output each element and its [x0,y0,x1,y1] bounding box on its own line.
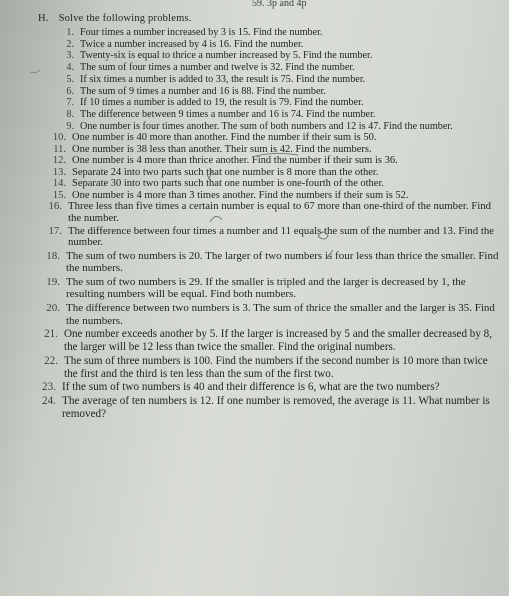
problem-text: The sum of two numbers is 29. If the smaller is tripled and the larger is decreased by 1, the resulting numbers will be equal. Find both numbers. [66,275,466,301]
problem-item [26,250,501,275]
problem-text: Separate 30 into two parts such that one number is one-fourth of the other. [72,178,385,190]
problem-number: 10. [52,132,66,144]
problem-item [32,144,501,156]
problem-item [40,109,501,121]
section-title: Solve the following problems. [58,13,192,24]
problem-item [22,395,501,421]
problem-number: 4. [66,62,74,74]
problem-number: 12. [52,155,66,167]
problem-text: One number is four times another. The sum of both numbers and 12 is 47. Find the number. [80,120,453,132]
problem-text: One number exceeds another by 5. If the larger is increased by 5 and the smaller decreased by 8, the larger will be 12 less than twice the smaller. Find the original numbers. [64,328,492,354]
problem-item [24,355,501,381]
section-number: H. [38,13,49,24]
problem-item [40,50,501,62]
section-heading [38,13,192,24]
problem-text: The average of ten numbers is 12. If one number is removed, the average is 11. What number is removed? [62,395,490,421]
problem-text: The sum of four times a number and twelve is 32. Find the number. [80,62,355,74]
problem-item [32,178,501,190]
problem-number: 2. [66,38,74,50]
problem-number: 3. [66,50,74,62]
problem-item [40,39,501,51]
problem-number: 19. [46,275,60,288]
problem-text: The difference between 9 times a number and 16 is 74. Find the number. [80,108,376,120]
problem-number: 9. [66,120,74,132]
problem-number: 11. [53,143,66,155]
problem-number: 5. [66,73,74,85]
problem-item [40,86,501,98]
problem-number: 21. [44,328,58,341]
problem-text: Four times a number increased by 3 is 15. Find the number. [80,27,323,38]
problem-item [26,276,501,301]
problem-list [40,27,501,421]
problem-number: 15. [52,189,66,201]
problem-number: 6. [66,85,74,97]
problem-item [40,62,501,74]
problem-text: The sum of two numbers is 20. The larger of two numbers is four less than thrice the smaller. Find the numbers. [66,249,499,275]
problem-number: 24. [42,395,56,408]
problem-number: 18. [46,249,60,262]
problem-number: 14. [52,178,66,190]
problem-item [28,201,501,224]
problem-text: The sum of 9 times a number and 16 is 88. Find the number. [80,85,326,97]
problem-text: The difference between four times a number and 11 equals the sum of the number and 13. Find the number. [68,224,495,249]
problem-item [28,226,501,249]
problem-item [22,381,501,394]
problem-number: 22. [44,354,58,367]
problem-text: The difference between two numbers is 3. The sum of thrice the smaller and the larger is 35. Find the numbers. [66,302,495,327]
problem-item [32,155,501,167]
problem-text: If 10 times a number is added to 19, the result is 79. Find the number. [80,97,364,109]
problem-number: 23. [42,381,56,394]
problem-text: One number is 40 more than another. Find the number if their sum is 50. [72,132,377,144]
problem-number: 1. [66,27,74,38]
problem-item [40,121,501,133]
problem-item [32,132,501,144]
problem-number: 8. [66,108,74,120]
pencil-mark-margin [30,70,40,73]
problem-text: Three less than five times a certain number is equal to 67 more than one-third of the number. Find the number. [68,200,492,224]
problem-item [40,27,501,39]
problem-number: 20. [46,302,60,315]
problem-text: One number is 38 less than another. Their sum is 42. Find the numbers. [72,143,372,155]
problem-text: Twenty-six is equal to thrice a number increased by 5. Find the number. [80,50,373,62]
problem-text: Twice a number increased by 4 is 16. Find the number. [80,38,304,50]
problem-item [26,302,501,327]
problem-number: 7. [66,97,74,109]
problem-text: The sum of three numbers is 100. Find the numbers if the second number is 10 more than twice the first and the third is ten less than the sum of the first two. [64,354,488,380]
problem-number: 13. [52,166,66,178]
problem-item [40,74,501,86]
problem-item [32,167,501,179]
problem-number: 16. [48,200,62,213]
problem-text: Separate 24 into two parts such that one number is 8 more than the other. [72,166,379,178]
previous-page-fragment: 59. 3p and 4p [252,0,307,9]
problem-number: 17. [48,224,62,237]
problem-text: If six times a number is added to 33, the result is 75. Find the number. [80,73,366,85]
problem-item [40,97,501,109]
problem-item [24,328,501,354]
problem-text: If the sum of two numbers is 40 and their difference is 6, what are the two numbers? [62,381,440,394]
problem-text: One number is 4 more than 3 times another. Find the numbers if their sum is 52. [72,189,409,201]
problem-text: One number is 4 more than thrice another. Find the number if their sum is 36. [72,155,398,167]
